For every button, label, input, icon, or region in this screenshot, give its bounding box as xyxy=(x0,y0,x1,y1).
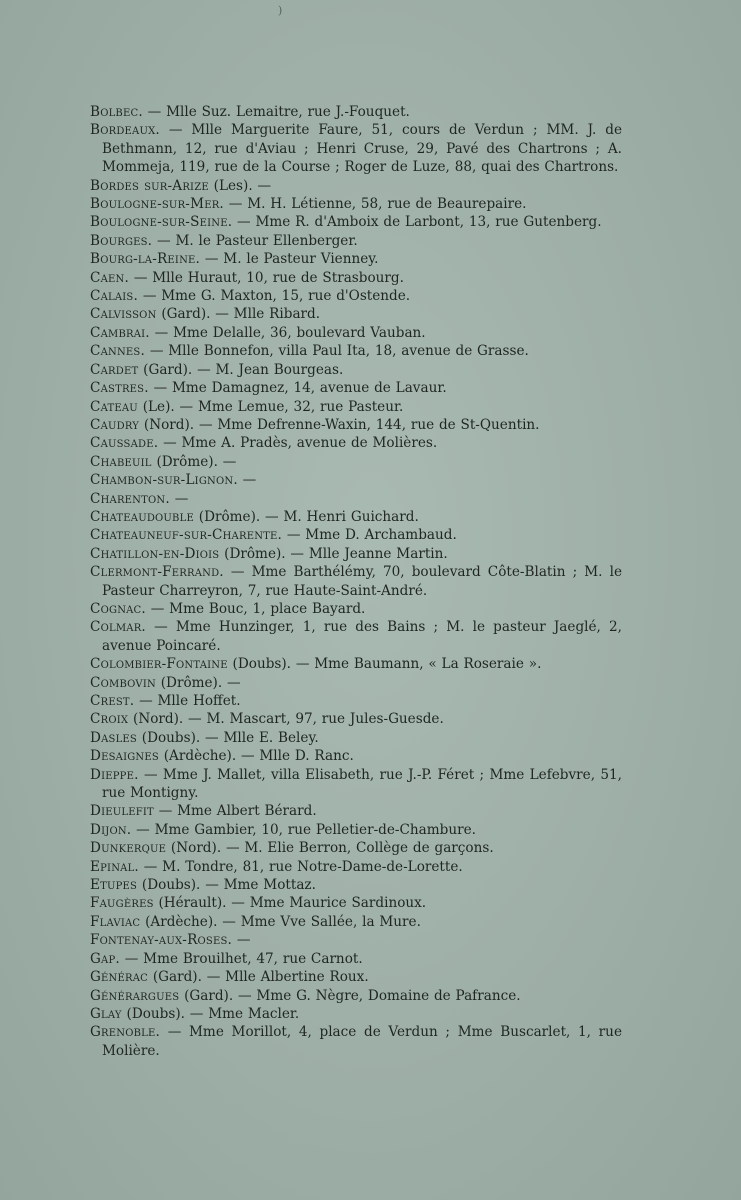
list-item xyxy=(90,379,622,397)
place-name: Clermont-Ferrand. xyxy=(90,564,224,581)
list-item xyxy=(90,692,622,710)
list-item xyxy=(90,802,622,820)
place-name: Combovin xyxy=(90,674,156,691)
list-item xyxy=(90,913,622,931)
entry-text: — xyxy=(232,932,251,949)
entry-text: — Mme Morillot, 4, place de Verdun ; Mme Buscarlet, 1, rue Molière. xyxy=(102,1024,622,1059)
place-name: Cambrai. xyxy=(90,324,150,341)
list-item xyxy=(90,324,622,342)
list-item xyxy=(90,987,622,1005)
list-item xyxy=(90,600,622,618)
place-name: Cannes. xyxy=(90,343,145,360)
place-name: Cognac. xyxy=(90,600,146,617)
place-name: Dieulefit xyxy=(90,803,154,820)
entry-text: — Mme Damagnez, 14, avenue de Lavaur. xyxy=(148,380,447,397)
entry-text: — Mme Hunzinger, 1, rue des Bains ; M. le pasteur Jaeglé, 2, avenue Poincaré. xyxy=(102,619,622,654)
place-name: Crest. xyxy=(90,693,135,709)
place-name: Caen. xyxy=(90,269,129,286)
entry-text: (Nord). — Mme Defrenne-Waxin, 144, rue de St-Quentin. xyxy=(139,416,540,433)
list-item xyxy=(90,232,622,250)
entry-text: (Nord). — M. Elie Berron, Collège de garçons. xyxy=(166,840,494,857)
place-name: Bolbec. xyxy=(90,104,143,120)
place-name: Dieppe. xyxy=(90,766,139,783)
list-item xyxy=(90,416,622,434)
place-name: Caussade. xyxy=(90,435,159,452)
list-item xyxy=(90,674,622,692)
place-name: Dasles xyxy=(90,729,137,746)
place-name: Calais. xyxy=(90,288,139,305)
list-item xyxy=(90,894,622,912)
place-name: Desaignes xyxy=(90,748,159,765)
entry-text: — Mme J. Mallet, villa Elisabeth, rue J.-P. Féret ; Mme Lefebvre, 51, rue Montigny. xyxy=(102,766,622,802)
entry-text: (Doubs). — Mme Mottaz. xyxy=(137,877,316,894)
entry-text: (Les). — xyxy=(208,177,272,194)
place-name: Faugères xyxy=(90,895,154,912)
entry-text: — Mlle Huraut, 10, rue de Strasbourg. xyxy=(129,269,404,286)
entry-text: (Drôme). — xyxy=(155,674,241,691)
entry-text: (Gard). — Mlle Albertine Roux. xyxy=(148,969,369,986)
entry-text: (Doubs). — Mme Macler. xyxy=(121,1005,300,1022)
list-item xyxy=(90,710,622,728)
list-item xyxy=(90,195,622,213)
entry-text: — Mme Brouilhet, 47, rue Carnot. xyxy=(119,950,363,967)
entry-text: — Mlle Hoffet. xyxy=(134,693,241,709)
list-item xyxy=(90,858,622,876)
entry-text: — Mlle Marguerite Faure, 51, cours de Verdun ; MM. J. de Bethmann, 12, rue d'Aviau ; Henri Cruse, 29, Pavé des Chartrons ; A. Mommeja, 119, rue de la Course ; Roger de Luze, 88, quai des Chartrons. xyxy=(102,122,622,176)
page-mark: ) xyxy=(278,4,283,17)
list-item xyxy=(90,766,622,803)
entry-text: — xyxy=(169,490,189,507)
list-item xyxy=(90,747,622,765)
place-name: Croix xyxy=(90,711,129,728)
entry-text: — Mme A. Pradès, avenue de Molières. xyxy=(158,435,438,452)
place-name: Colmar. xyxy=(90,619,146,636)
entry-text: (Drôme). — M. Henri Guichard. xyxy=(193,508,419,525)
place-name: Gap. xyxy=(90,950,120,967)
list-item xyxy=(90,121,622,176)
list-item xyxy=(90,876,622,894)
entry-text: — Mme Delalle, 36, boulevard Vauban. xyxy=(149,324,426,341)
place-name: Boulogne-sur-Seine. xyxy=(90,214,233,231)
place-name: Glay xyxy=(90,1005,122,1022)
list-item xyxy=(90,931,622,949)
list-item xyxy=(90,729,622,747)
place-name: Chateaudouble xyxy=(90,508,194,525)
entry-text: — Mme Albert Bérard. xyxy=(153,803,317,820)
list-item xyxy=(90,821,622,839)
list-item xyxy=(90,618,622,655)
place-name: Chateauneuf-sur-Charente. xyxy=(90,527,283,544)
place-name: Castres. xyxy=(90,380,149,397)
place-name: Caudry xyxy=(90,416,140,433)
entry-text: — Mme Barthélémy, 70, boulevard Côte-Blatin ; M. le Pasteur Charreyron, 7, rue Haute-Saint-André. xyxy=(102,564,622,599)
list-item xyxy=(90,213,622,231)
place-name: Flaviac xyxy=(90,913,141,930)
entry-text: — M. le Pasteur Vienney. xyxy=(200,251,379,268)
list-item xyxy=(90,453,622,471)
entry-text: (Doubs). — Mlle E. Beley. xyxy=(136,729,319,746)
entry-text: — Mme R. d'Amboix de Larbont, 13, rue Gutenberg. xyxy=(232,214,602,231)
list-item xyxy=(90,655,622,673)
entry-text: — M. H. Létienne, 58, rue de Beaurepaire. xyxy=(223,196,527,213)
list-item xyxy=(90,950,622,968)
place-name: Bourg-la-Reine. xyxy=(90,251,201,268)
place-name: Cardet xyxy=(90,361,139,378)
entry-text: — M. le Pasteur Ellenberger. xyxy=(152,232,358,249)
place-name: Chambon-sur-Lignon. xyxy=(90,472,238,489)
entry-text: — Mme D. Archambaud. xyxy=(282,527,457,544)
place-name: Dunkerque xyxy=(90,840,167,857)
place-name: Etupes xyxy=(90,877,138,894)
list-item xyxy=(90,250,622,268)
entry-text: — Mme Bouc, 1, place Bayard. xyxy=(145,600,366,617)
list-item xyxy=(90,508,622,526)
directory-list xyxy=(90,103,622,1060)
list-item xyxy=(90,1005,622,1023)
place-name: Bourges. xyxy=(90,232,153,249)
list-item xyxy=(90,490,622,508)
list-item xyxy=(90,342,622,360)
list-item xyxy=(90,361,622,379)
place-name: Bordes sur-Arize xyxy=(90,177,209,194)
list-item xyxy=(90,434,622,452)
place-name: Cateau xyxy=(90,398,138,415)
place-name: Générargues xyxy=(90,987,180,1004)
entry-text: — Mlle Bonnefon, villa Paul Ita, 18, avenue de Grasse. xyxy=(145,343,529,360)
list-item xyxy=(90,471,622,489)
place-name: Dijon. xyxy=(90,821,132,838)
entry-text: — M. Tondre, 81, rue Notre-Dame-de-Lorette. xyxy=(138,858,463,875)
list-item xyxy=(90,563,622,600)
list-item xyxy=(90,839,622,857)
entry-text: (Ardèche). — Mlle D. Ranc. xyxy=(158,748,354,765)
place-name: Bordeaux. xyxy=(90,122,160,139)
list-item xyxy=(90,545,622,563)
place-name: Calvisson xyxy=(90,306,157,323)
list-item xyxy=(90,305,622,323)
entry-text: (Drôme). — xyxy=(151,453,237,470)
place-name: Fontenay-aux-Roses. xyxy=(90,932,233,949)
list-item xyxy=(90,269,622,287)
list-item xyxy=(90,103,622,121)
list-item xyxy=(90,968,622,986)
entry-text: — Mlle Suz. Lemaitre, rue J.-Fouquet. xyxy=(142,104,410,120)
place-name: Grenoble. xyxy=(90,1024,161,1041)
place-name: Générac xyxy=(90,969,149,986)
place-name: Boulogne-sur-Mer. xyxy=(90,196,224,213)
entry-text: (Gard). — M. Jean Bourgeas. xyxy=(138,361,344,378)
entry-text: — xyxy=(237,472,257,489)
list-item xyxy=(90,1023,622,1060)
entry-text: (Hérault). — Mme Maurice Sardinoux. xyxy=(153,895,427,912)
place-name: Charenton. xyxy=(90,490,170,507)
list-item xyxy=(90,526,622,544)
entry-text: (Gard). — Mlle Ribard. xyxy=(156,306,321,323)
entry-text: (Drôme). — Mlle Jeanne Martin. xyxy=(219,545,448,562)
list-item xyxy=(90,177,622,195)
entry-text: (Doubs). — Mme Baumann, « La Roseraie ». xyxy=(227,656,542,673)
entry-text: (Nord). — M. Mascart, 97, rue Jules-Guesde. xyxy=(128,711,444,728)
place-name: Epinal. xyxy=(90,858,139,875)
place-name: Chabeuil xyxy=(90,453,152,470)
entry-text: (Le). — Mme Lemue, 32, rue Pasteur. xyxy=(137,398,404,415)
entry-text: (Gard). — Mme G. Nègre, Domaine de Pafrance. xyxy=(179,987,521,1004)
entry-text: — Mme Gambier, 10, rue Pelletier-de-Chambure. xyxy=(131,821,476,838)
place-name: Chatillon-en-Diois xyxy=(90,545,220,562)
entry-text: (Ardèche). — Mme Vve Sallée, la Mure. xyxy=(140,913,421,930)
entry-text: — Mme G. Maxton, 15, rue d'Ostende. xyxy=(138,288,411,305)
list-item xyxy=(90,398,622,416)
place-name: Colombier-Fontaine xyxy=(90,656,228,673)
list-item xyxy=(90,287,622,305)
